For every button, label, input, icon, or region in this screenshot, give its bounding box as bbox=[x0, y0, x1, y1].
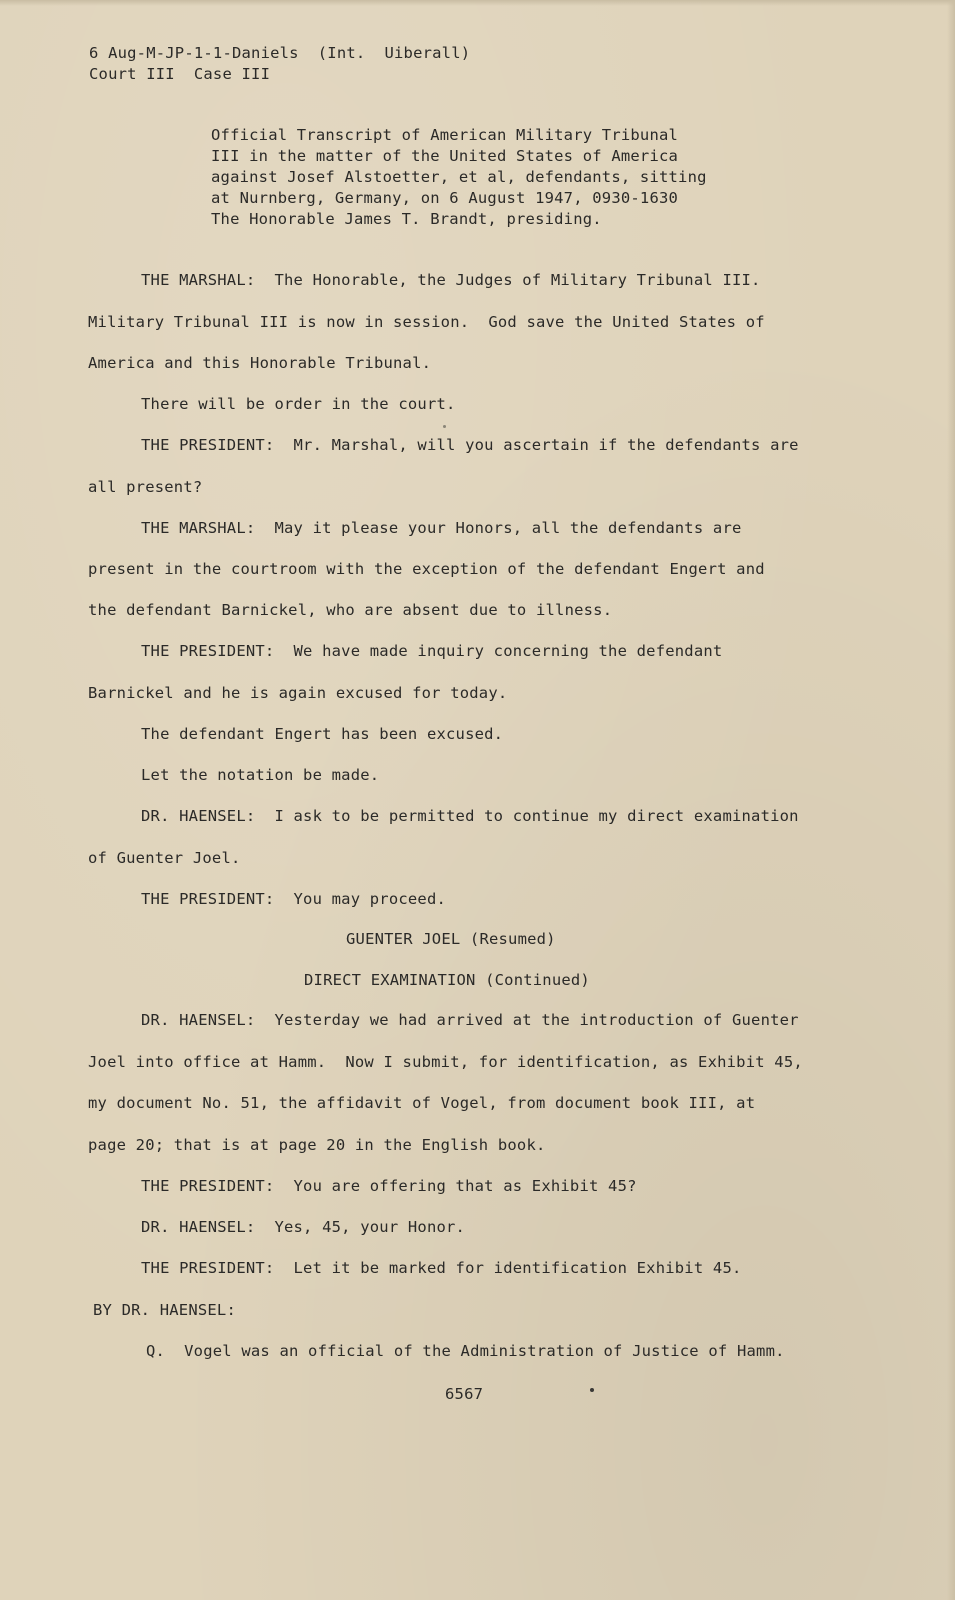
body-line: There will be order in the court. bbox=[141, 395, 456, 413]
speaker-paragraph: THE PRESIDENT: You may proceed. bbox=[141, 890, 447, 908]
speaker-paragraph: THE PRESIDENT: You are offering that as Exhibit 45? bbox=[141, 1177, 637, 1195]
body-line: Let the notation be made. bbox=[141, 766, 380, 784]
body-line: Military Tribunal III is now in session. God save the United States of bbox=[88, 313, 765, 331]
body-line: The defendant Engert has been excused. bbox=[141, 725, 504, 743]
body-line: Barnickel and he is again excused for today. bbox=[88, 684, 508, 702]
body-line: page 20; that is at page 20 in the English book. bbox=[88, 1136, 546, 1154]
paper-right-edge bbox=[947, 0, 955, 1600]
ink-speck bbox=[590, 1388, 594, 1392]
page-number: 6567 bbox=[445, 1385, 484, 1403]
body-line: of Guenter Joel. bbox=[88, 849, 241, 867]
body-line: my document No. 51, the affidavit of Vogel, from document book III, at bbox=[88, 1094, 756, 1112]
paper-top-edge bbox=[0, 0, 955, 6]
witness-heading: GUENTER JOEL (Resumed) bbox=[346, 930, 556, 948]
caption-line: The Honorable James T. Brandt, presiding. bbox=[211, 210, 602, 228]
examiner-heading: BY DR. HAENSEL: bbox=[93, 1301, 236, 1319]
caption-line: against Josef Alstoetter, et al, defendants, sitting bbox=[211, 168, 707, 186]
speaker-paragraph: DR. HAENSEL: I ask to be permitted to continue my direct examination bbox=[141, 807, 799, 825]
header-court-case: Court III Case III bbox=[89, 65, 271, 83]
speaker-paragraph: DR. HAENSEL: Yesterday we had arrived at the introduction of Guenter bbox=[141, 1011, 799, 1029]
header-reference: 6 Aug-M-JP-1-1-Daniels (Int. Uiberall) bbox=[89, 44, 471, 62]
speaker-paragraph: THE PRESIDENT: Mr. Marshal, will you ascertain if the defendants are bbox=[141, 436, 799, 454]
body-line: the defendant Barnickel, who are absent due to illness. bbox=[88, 601, 613, 619]
body-line: Joel into office at Hamm. Now I submit, for identification, as Exhibit 45, bbox=[88, 1053, 803, 1071]
caption-line: III in the matter of the United States of America bbox=[211, 147, 679, 165]
body-line: all present? bbox=[88, 478, 203, 496]
examination-heading: DIRECT EXAMINATION (Continued) bbox=[304, 971, 590, 989]
body-line: America and this Honorable Tribunal. bbox=[88, 354, 432, 372]
question-line: Q. Vogel was an official of the Administration of Justice of Hamm. bbox=[146, 1342, 785, 1360]
caption-line: Official Transcript of American Military Tribunal bbox=[211, 126, 679, 144]
speaker-paragraph: THE MARSHAL: May it please your Honors, all the defendants are bbox=[141, 519, 742, 537]
body-line: present in the courtroom with the exception of the defendant Engert and bbox=[88, 560, 765, 578]
speaker-paragraph: THE PRESIDENT: Let it be marked for identification Exhibit 45. bbox=[141, 1259, 742, 1277]
speaker-paragraph: THE MARSHAL: The Honorable, the Judges of Military Tribunal III. bbox=[141, 271, 761, 289]
caption-line: at Nurnberg, Germany, on 6 August 1947, 0930-1630 bbox=[211, 189, 679, 207]
speaker-paragraph: DR. HAENSEL: Yes, 45, your Honor. bbox=[141, 1218, 466, 1236]
speaker-paragraph: THE PRESIDENT: We have made inquiry concerning the defendant bbox=[141, 642, 723, 660]
ink-speck bbox=[443, 425, 446, 428]
